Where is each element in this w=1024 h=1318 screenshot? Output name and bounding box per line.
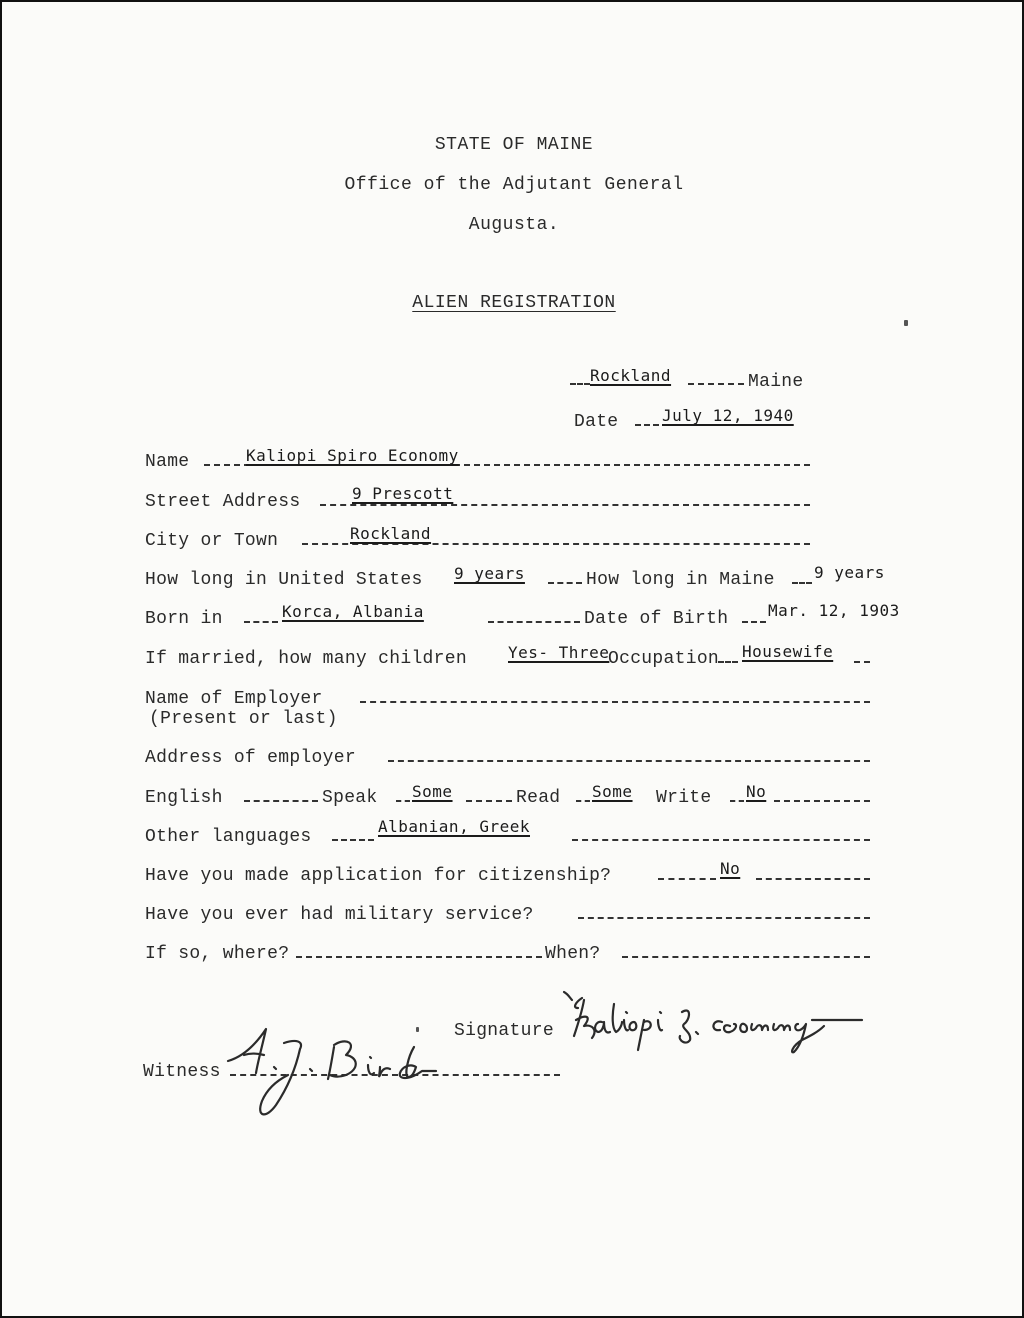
blank-line xyxy=(578,917,870,919)
occupation-value: Housewife xyxy=(742,642,834,661)
witness-label: Witness xyxy=(143,1062,221,1082)
blank-line xyxy=(718,661,738,663)
blank-line xyxy=(688,383,744,385)
employer-label: Name of Employer xyxy=(145,689,323,709)
maine-years-label: How long in Maine xyxy=(586,570,775,590)
blank-line xyxy=(730,800,744,802)
blank-line xyxy=(360,701,870,703)
dob-label: Date of Birth xyxy=(584,609,729,629)
blank-line xyxy=(302,543,810,545)
read-label: Read xyxy=(516,788,561,808)
blank-line xyxy=(570,383,590,385)
form-title xyxy=(2,293,1024,313)
blank-line xyxy=(774,800,870,802)
header-state: STATE OF MAINE xyxy=(434,135,594,155)
form-title-text: ALIEN REGISTRATION xyxy=(412,293,616,313)
speak-label: Speak xyxy=(322,788,378,808)
citizenship-value: No xyxy=(720,859,741,878)
blank-line xyxy=(466,800,512,802)
blank-line xyxy=(576,800,590,802)
blank-line xyxy=(635,424,659,426)
us-years-value: 9 years xyxy=(454,564,525,583)
signature-label: Signature xyxy=(454,1021,554,1041)
children-value: Yes- Three xyxy=(508,643,610,662)
name-label: Name xyxy=(145,452,190,472)
children-label: If married, how many children xyxy=(145,649,467,669)
blank-line xyxy=(658,878,716,880)
blank-line xyxy=(388,760,870,762)
header-office: Office of the Adjutant General xyxy=(344,175,684,195)
city-label: City or Town xyxy=(145,531,279,551)
employer-address-label: Address of employer xyxy=(145,748,356,768)
occupation-label: Occupation xyxy=(608,649,720,669)
employer-sublabel: (Present or last) xyxy=(149,709,338,729)
other-languages-value: Albanian, Greek xyxy=(378,817,530,836)
read-value: Some xyxy=(592,782,633,801)
born-value: Korca, Albania xyxy=(282,602,424,621)
blank-line xyxy=(332,839,374,841)
blank-line xyxy=(756,878,870,880)
name-value: Kaliopi Spiro Economy xyxy=(246,446,459,465)
date-label: Date xyxy=(574,412,619,432)
blank-line xyxy=(244,621,278,623)
blank-line xyxy=(396,800,410,802)
speak-value: Some xyxy=(412,782,453,801)
blank-line xyxy=(488,621,580,623)
witness-handwriting xyxy=(222,1017,462,1127)
blank-line xyxy=(244,800,318,802)
blank-line xyxy=(854,661,870,663)
maine-years-value: 9 years xyxy=(814,563,885,582)
date-value: July 12, 1940 xyxy=(662,406,794,425)
city-value: Rockland xyxy=(350,524,432,543)
blank-line xyxy=(548,582,582,584)
place-suffix: Maine xyxy=(748,372,804,392)
signature-handwriting xyxy=(562,990,882,1060)
military-label: Have you ever had military service? xyxy=(145,905,534,925)
when-label: When? xyxy=(545,944,601,964)
place-value: Rockland xyxy=(590,366,672,385)
blank-line xyxy=(572,839,870,841)
blank-line xyxy=(742,621,766,623)
write-value: No xyxy=(746,782,767,801)
us-years-label: How long in United States xyxy=(145,570,423,590)
dob-value: Mar. 12, 1903 xyxy=(768,601,900,620)
street-label: Street Address xyxy=(145,492,301,512)
english-label: English xyxy=(145,788,223,808)
write-label: Write xyxy=(656,788,712,808)
where-label: If so, where? xyxy=(145,944,290,964)
blank-line xyxy=(622,956,870,958)
other-languages-label: Other languages xyxy=(145,827,312,847)
blank-line xyxy=(320,504,810,506)
blank-line xyxy=(296,956,542,958)
street-value: 9 Prescott xyxy=(352,484,454,503)
blank-line xyxy=(792,582,812,584)
born-label: Born in xyxy=(145,609,223,629)
citizenship-label: Have you made application for citizenship? xyxy=(145,866,612,886)
speck-mark xyxy=(904,320,908,326)
header-city: Augusta. xyxy=(468,215,560,235)
